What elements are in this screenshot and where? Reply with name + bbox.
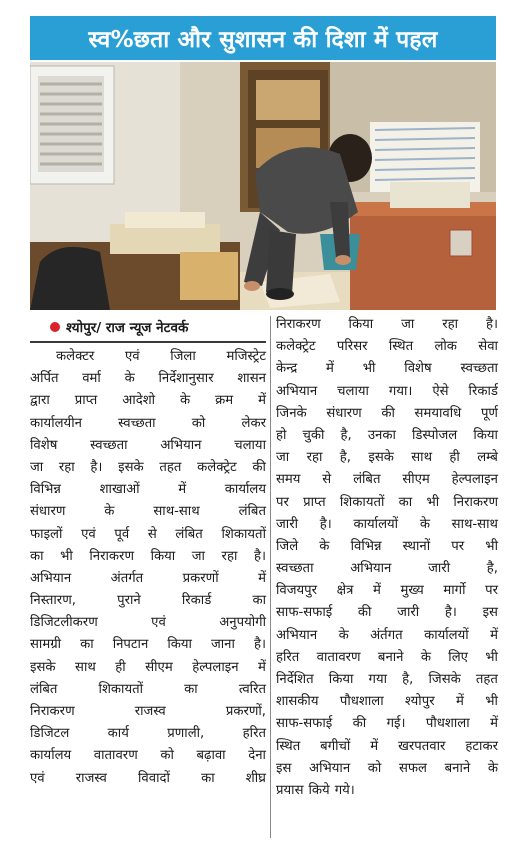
article-line: विशेष स्वच्छता अभियान चलाया (30, 437, 266, 453)
byline-rule (30, 341, 266, 343)
article-line: डिजिटलीकरण एवं अनुपयोगी (30, 615, 266, 631)
article-line: सामग्री का निपटान किया जाना है। (30, 637, 266, 653)
office-cleaning-illustration (30, 62, 496, 310)
article-line: कार्यालयीन स्वच्छता को लेकर (30, 415, 266, 431)
article-line: कलेक्टर एवं जिला मजिस्ट्रेट (56, 349, 266, 364)
article-line: निर्देशित किया गया है, जिसके तहत (276, 672, 498, 687)
article-line: लंबित शिकायतों का त्वरित (30, 681, 266, 697)
article-line: स्थित बगीचों में खरपतवार हटाकर (276, 738, 498, 754)
article-line: शासकीय पौधशाला श्योपुर में भी (276, 694, 498, 710)
article-line: इस अभियान को सफल बनाने के (276, 760, 498, 776)
article-line: अभियान के अंर्तगत कार्यालयों में (276, 627, 498, 643)
article-line: विभिन्न शाखाओं में कार्यालय (30, 482, 266, 498)
article-line: जा रहा है। इसके तहत कलेक्ट्रेट की (30, 459, 266, 475)
article-line: द्वारा प्राप्त आदेशो के क्रम में (30, 393, 266, 409)
article-line: कार्यालय वातावरण को बढ़ावा देना (30, 748, 266, 764)
article-line: निराकरण किया जा रहा है। (276, 317, 498, 332)
article-line: डिजिटल कार्य प्रणाली, हरित (30, 726, 266, 742)
article-line: हो चुकी है, उनका डिस्पोजल किया (276, 427, 498, 443)
article-line: इसके साथ ही सीएम हेल्पलाइन में (30, 659, 266, 675)
article-line: अभियान अंतर्गत प्रकरणों में (30, 570, 266, 586)
article-line: निस्तारण, पुराने रिकार्ड का (30, 593, 266, 609)
article-line: निराकरण राजस्व प्रकरणों, (30, 704, 266, 719)
bullet-dot-icon (50, 322, 60, 332)
article-line: जारी है। कार्यालयों के साथ-साथ (276, 516, 498, 532)
article-line: कलेक्ट्रेट परिसर स्थित लोक सेवा (276, 339, 498, 355)
article-line: समय से लंबित सीएम हेल्पलाइन (276, 472, 498, 488)
article-line: प्रयास किये गये। (276, 782, 355, 798)
article-column-right (276, 314, 498, 802)
column-divider (270, 316, 271, 838)
headline-text: स्व%छता और सुशासन की दिशा में पहल (88, 27, 438, 53)
article-line: फाइलों एवं पूर्व से लंबित शिकायतों (30, 526, 266, 542)
article-line: एवं राजस्व विवादों का शीघ्र (30, 770, 266, 786)
article-line: केन्द्र में भी विशेष स्वच्छता (276, 361, 498, 377)
article-column-left (30, 346, 266, 790)
article-line: जिनके संधारण की समयावधि पूर्ण (276, 405, 498, 421)
article-line: विजयपुर क्षेत्र में मुख्य मार्गो पर (276, 583, 498, 599)
headline-banner (30, 16, 496, 60)
news-photo (30, 62, 496, 310)
article-line: स्वच्छता अभियान जारी है, (276, 561, 498, 577)
byline-text: श्योपुर/ राज न्यूज नेटवर्क (66, 320, 189, 336)
article-line: पर प्राप्त शिकायतों का भी निराकरण (276, 494, 498, 510)
article-line: अर्पित वर्मा के निर्देशानुसार शासन (30, 371, 266, 387)
article-line: साफ-सफाई की गई। पौधशाला में (276, 716, 498, 732)
article-line: का भी निराकरण किया जा रहा है। (30, 548, 266, 564)
air-conditioner (30, 66, 114, 184)
article-line: अभियान चलाया गया। ऐसे रिकार्ड (276, 383, 498, 399)
article-line: जा रहा है, इसके साथ ही लम्बे (276, 450, 498, 466)
article-line: जिले के विभिन्न स्थानों पर भी (276, 538, 498, 554)
article-line: संधारण के साथ-साथ लंबित (30, 504, 266, 520)
article-line: साफ-सफाई की जारी है। इस (276, 605, 498, 621)
article-line: हरित वातावरण बनाने के लिए भी (276, 649, 498, 665)
byline (50, 316, 270, 338)
